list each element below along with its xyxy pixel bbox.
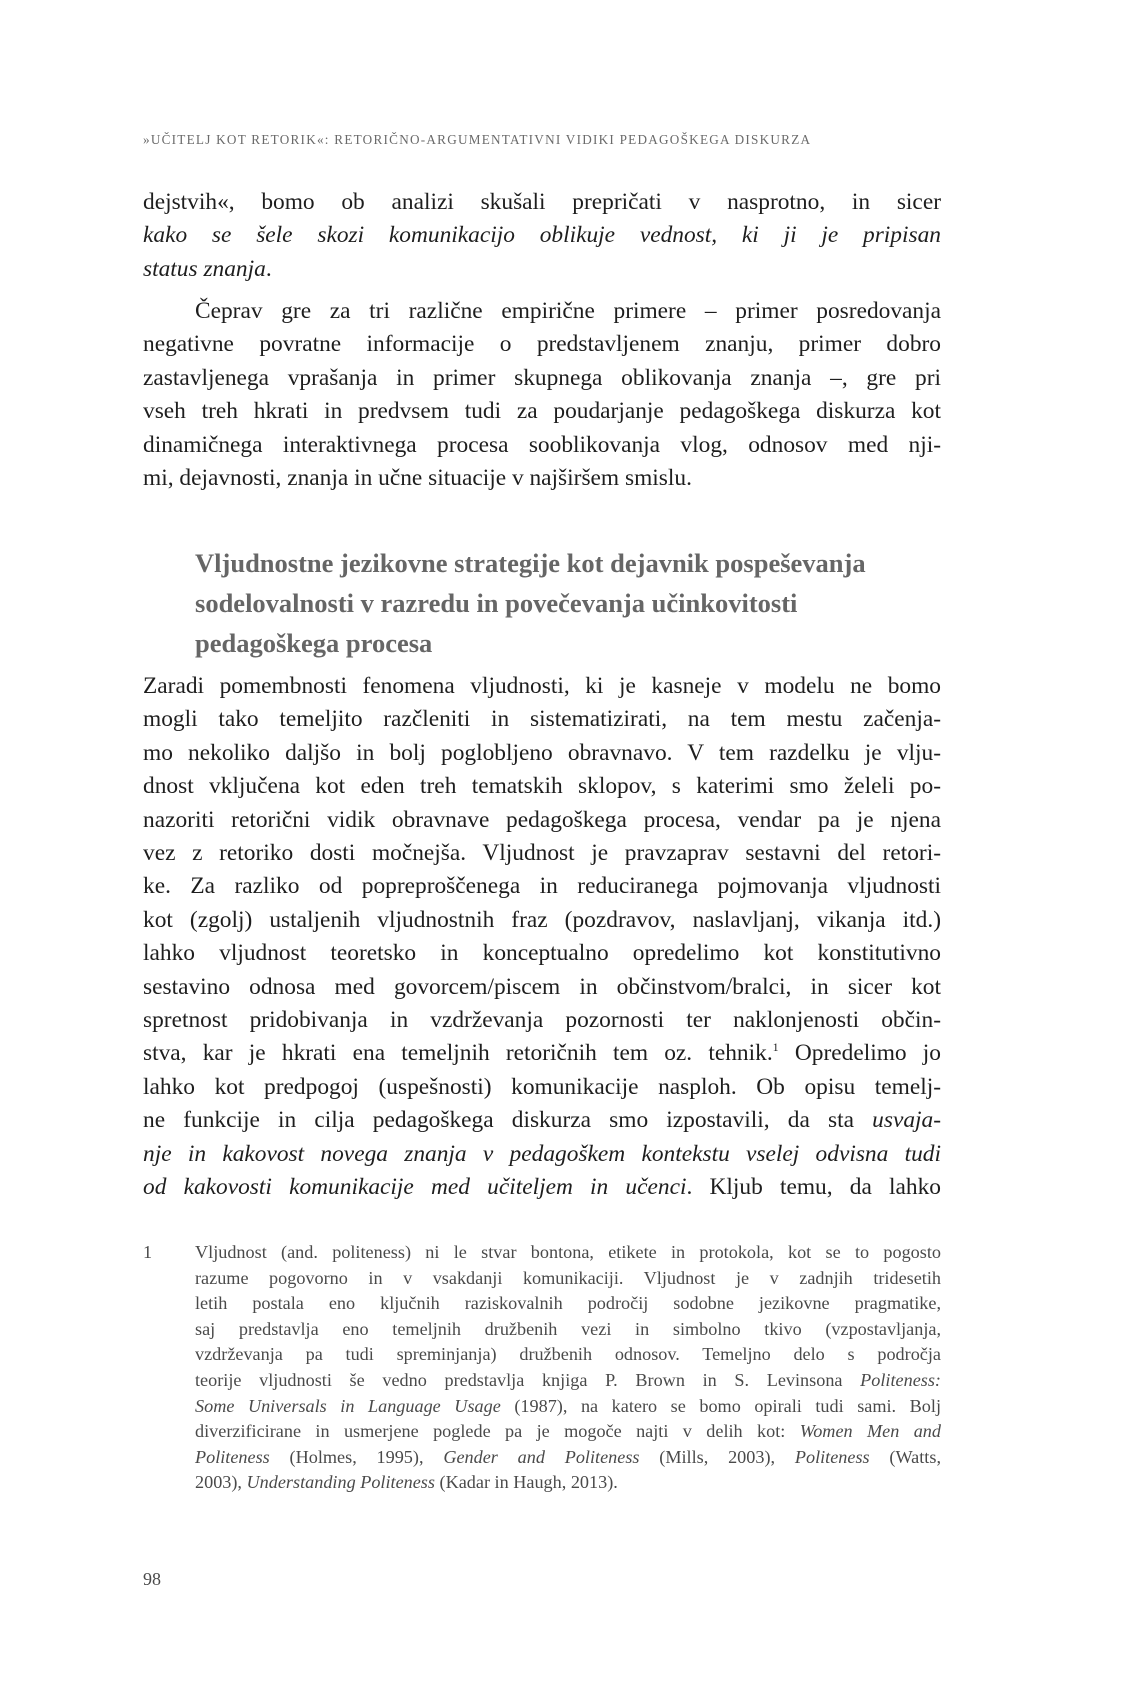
paragraph-politeness bbox=[143, 670, 941, 1205]
text-line: vseh treh hkrati in predvsem tudi za poudarjanje pedagoškega diskurza kot bbox=[143, 398, 941, 425]
footnote-text: saj predstavlja eno temeljnih družbenih vezi in simbolno tkivo (vzpostavljanja, bbox=[195, 1318, 941, 1339]
text-line bbox=[143, 1171, 941, 1204]
footnote-text: (Kadar in Haugh, 2013). bbox=[434, 1472, 618, 1493]
footnote-number: 1 bbox=[143, 1242, 153, 1262]
footnote-line bbox=[195, 1394, 941, 1420]
page-number: 98 bbox=[143, 1569, 161, 1589]
footnote-title-italic: Gender and Politeness bbox=[443, 1446, 640, 1467]
footnote-line bbox=[195, 1317, 941, 1343]
text-line: lahko kot predpogoj (uspešnosti) komunikacije nasploh. Ob opisu temelj- bbox=[143, 1073, 941, 1100]
emphasis-text: status znanja bbox=[143, 255, 266, 282]
footnote-title-italic: Some Universals in Language Usage bbox=[195, 1395, 501, 1416]
text-line bbox=[143, 1104, 941, 1137]
footnote-body bbox=[195, 1240, 941, 1496]
text-line: Zaradi pomembnosti fenomena vljudnosti, ki je kasneje v modelu ne bomo bbox=[143, 673, 941, 699]
footnote-title-italic: Women Men and bbox=[799, 1421, 941, 1442]
text-line: mogli tako temeljito razčleniti in sistematizirati, na tem mestu začenja- bbox=[143, 706, 941, 733]
text-line: sestavino odnosa med govorcem/piscem in občinstvom/bralci, in sicer kot bbox=[143, 973, 941, 1000]
footnote-text: (Watts, bbox=[869, 1446, 941, 1467]
text-line: dinamičnega interaktivnega procesa sooblikovanja vlog, odnosov med nji- bbox=[143, 431, 941, 458]
text-line: lahko vljudnost teoretsko in konceptualno opredelimo kot konstitutivno bbox=[143, 940, 941, 967]
text-line: nazoriti retorični vidik obravnave pedagoškega procesa, vendar pa je njena bbox=[143, 806, 941, 833]
heading-line: Vljudnostne jezikovne strategije kot dejavnik pospeševanja bbox=[195, 548, 866, 578]
footnote-line bbox=[195, 1419, 941, 1445]
text-line bbox=[143, 1138, 941, 1171]
section-heading bbox=[195, 543, 955, 663]
text-line: dejstvih«, bomo ob analizi skušali prepričati v nasprotno, in sicer bbox=[143, 189, 941, 215]
running-head: »UČITELJ KOT RETORIK«: RETORIČNO-ARGUMENTATIVNI VIDIKI PEDAGOŠKEGA DISKURZA bbox=[143, 132, 812, 147]
text-line bbox=[143, 253, 941, 286]
footnote-text: vzdrževanja pa tudi spreminjanja) družbenih odnosov. Temeljno delo s področja bbox=[195, 1344, 941, 1365]
footnote-title-italic: Politeness bbox=[794, 1446, 870, 1467]
punctuation: . bbox=[265, 255, 272, 282]
text-line: spretnost pridobivanja in vzdrževanja pozornosti ter naklonjenosti občin- bbox=[143, 1007, 941, 1034]
text-line: kot (zgolj) ustaljenih vljudnostnih fraz (pozdravov, naslavljanj, vikanja itd.) bbox=[143, 906, 941, 933]
footnote-line bbox=[195, 1368, 941, 1394]
emphasis-text: od kakovosti komunikacije med učiteljem in učenci bbox=[143, 1174, 687, 1201]
text-line: negativne povratne informacije o predstavljenem znanju, primer dobro bbox=[143, 331, 941, 358]
text-line: ke. Za razliko od popreproščenega in reduciranega pojmovanja vljudnosti bbox=[143, 873, 941, 900]
footnote-text: diverzificirane in usmerjene poglede pa je mogoče najti v delih kot: bbox=[195, 1421, 800, 1442]
footnote-text: Vljudnost (and. politeness) ni le stvar bontona, etikete in protokola, kot se to pogosto bbox=[195, 1242, 941, 1262]
heading-line: pedagoškega procesa bbox=[195, 628, 433, 658]
paragraph-empirical-examples bbox=[143, 295, 941, 495]
footnote-title-italic: Understanding Politeness bbox=[246, 1472, 435, 1493]
text-segment: stva, kar je hkrati ena temeljnih retoričnih tem oz. tehnik. bbox=[143, 1040, 773, 1067]
footnote-line bbox=[195, 1445, 941, 1471]
footnote-text: 2003), bbox=[195, 1472, 247, 1493]
footnote-line bbox=[195, 1342, 941, 1368]
footnote-text: (Holmes, 1995), bbox=[269, 1446, 444, 1467]
text-line: dnost vključena kot eden treh tematskih sklopov, s katerimi smo želeli po- bbox=[143, 773, 941, 800]
paragraph-continuation bbox=[143, 186, 941, 286]
footnote-line bbox=[195, 1240, 941, 1266]
text-segment: Opredelimo jo bbox=[778, 1040, 941, 1067]
footnote-text: teorije vljudnosti še vedno predstavlja knjiga P. Brown in S. Levinsona bbox=[195, 1369, 861, 1390]
text-line: vez z retoriko dosti močnejša. Vljudnost je pravzaprav sestavni del retori- bbox=[143, 840, 941, 867]
emphasis-text: usvaja- bbox=[872, 1107, 941, 1134]
footnote-text: razume pogovorno in v vsakdanji komunikaciji. Vljudnost je v zadnjih tridesetih bbox=[195, 1267, 941, 1288]
emphasis-text: nje in kakovost novega znanja v pedagoškem kontekstu vselej odvisna tudi bbox=[143, 1140, 941, 1167]
emphasis-text: kako se šele skozi komunikacijo oblikuje vednost, ki ji je pripisan bbox=[143, 222, 941, 249]
footnote-title-italic: Politeness bbox=[195, 1446, 270, 1467]
footnote-reference-link[interactable]: 1 bbox=[772, 1040, 779, 1055]
footnote-text: letih postala eno ključnih raziskovalnih področij sodobne jezikovne pragmatike, bbox=[195, 1293, 941, 1314]
text-segment: ne funkcije in cilja pedagoškega diskurza smo izpostavili, da sta bbox=[143, 1107, 873, 1134]
text-line: zastavljenega vprašanja in primer skupnega oblikovanja znanja –, gre pri bbox=[143, 364, 941, 391]
footnote-line bbox=[195, 1470, 941, 1496]
footnote-text: (Mills, 2003), bbox=[639, 1446, 795, 1467]
footnote-line bbox=[195, 1266, 941, 1292]
heading-line: sodelovalnosti v razredu in povečevanja učinkovitosti bbox=[195, 588, 798, 618]
text-line: mi, dejavnosti, znanja in učne situacije v najširšem smislu. bbox=[143, 465, 692, 492]
footnote-title-italic: Politeness: bbox=[860, 1369, 941, 1390]
footnote-text: (1987), na katero se bomo opirali tudi sami. Bolj bbox=[500, 1395, 941, 1416]
text-line: Čeprav gre za tri različne empirične primere – primer posredovanja bbox=[195, 298, 941, 324]
footnote-line bbox=[195, 1291, 941, 1317]
text-segment: . Kljub temu, da lahko bbox=[686, 1174, 941, 1201]
text-line: mo nekoliko daljšo in bolj poglobljeno obravnavo. V tem razdelku je vlju- bbox=[143, 739, 941, 766]
text-line bbox=[143, 1037, 941, 1070]
text-line bbox=[143, 219, 941, 252]
footnote bbox=[143, 1240, 941, 1496]
